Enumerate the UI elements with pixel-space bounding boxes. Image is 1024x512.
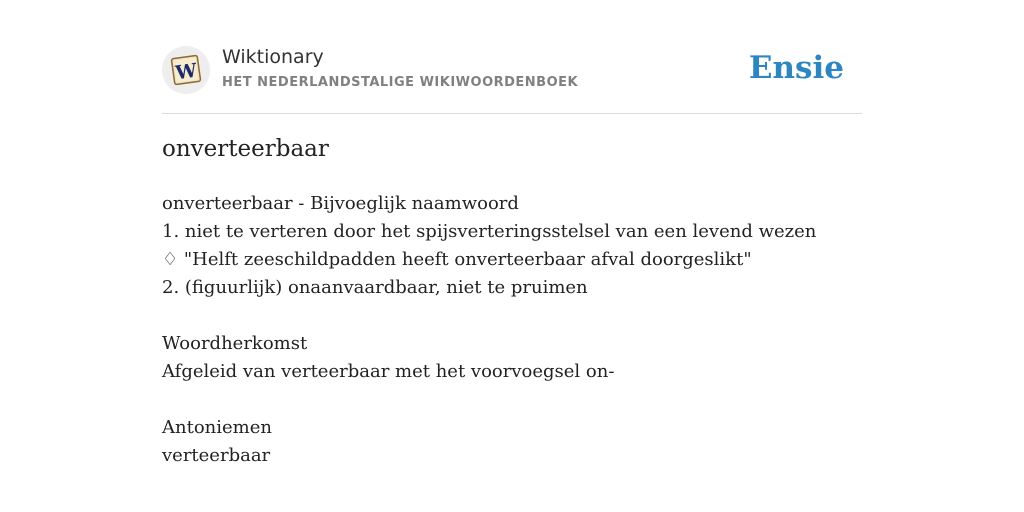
site-subtitle: HET NEDERLANDSTALIGE WIKIWOORDENBOEK xyxy=(222,75,579,90)
definition-1: 1. niet te verteren door het spijsverteringsstelsel van een levend wezen xyxy=(162,221,817,242)
ensie-brand-link[interactable]: Ensie xyxy=(748,50,844,86)
wiktionary-logo-icon[interactable] xyxy=(162,46,210,94)
example-1: ♢ "Helft zeeschildpadden heeft onverteerbaar afval doorgeslikt" xyxy=(162,249,752,270)
spacer xyxy=(162,386,862,414)
antonym-item[interactable]: verteerbaar xyxy=(162,445,271,466)
page xyxy=(162,0,862,512)
part-of-speech: onverteerbaar - Bijvoeglijk naamwoord xyxy=(162,193,519,214)
wiktionary-tile-icon xyxy=(168,52,204,88)
etymology-heading: Woordherkomst xyxy=(162,333,308,354)
definition-2: 2. (figuurlijk) onaanvaardbaar, niet te pruimen xyxy=(162,277,588,298)
svg-text:W: W xyxy=(174,59,199,85)
etymology-text: Afgeleid van verteerbaar met het voorvoegsel on- xyxy=(162,361,615,382)
antonyms-heading: Antoniemen xyxy=(162,417,272,438)
site-title[interactable]: Wiktionary xyxy=(222,46,324,68)
site-header xyxy=(162,0,862,114)
spacer xyxy=(162,302,862,330)
entry-content xyxy=(162,190,862,470)
page-title: onverteerbaar xyxy=(162,136,329,162)
